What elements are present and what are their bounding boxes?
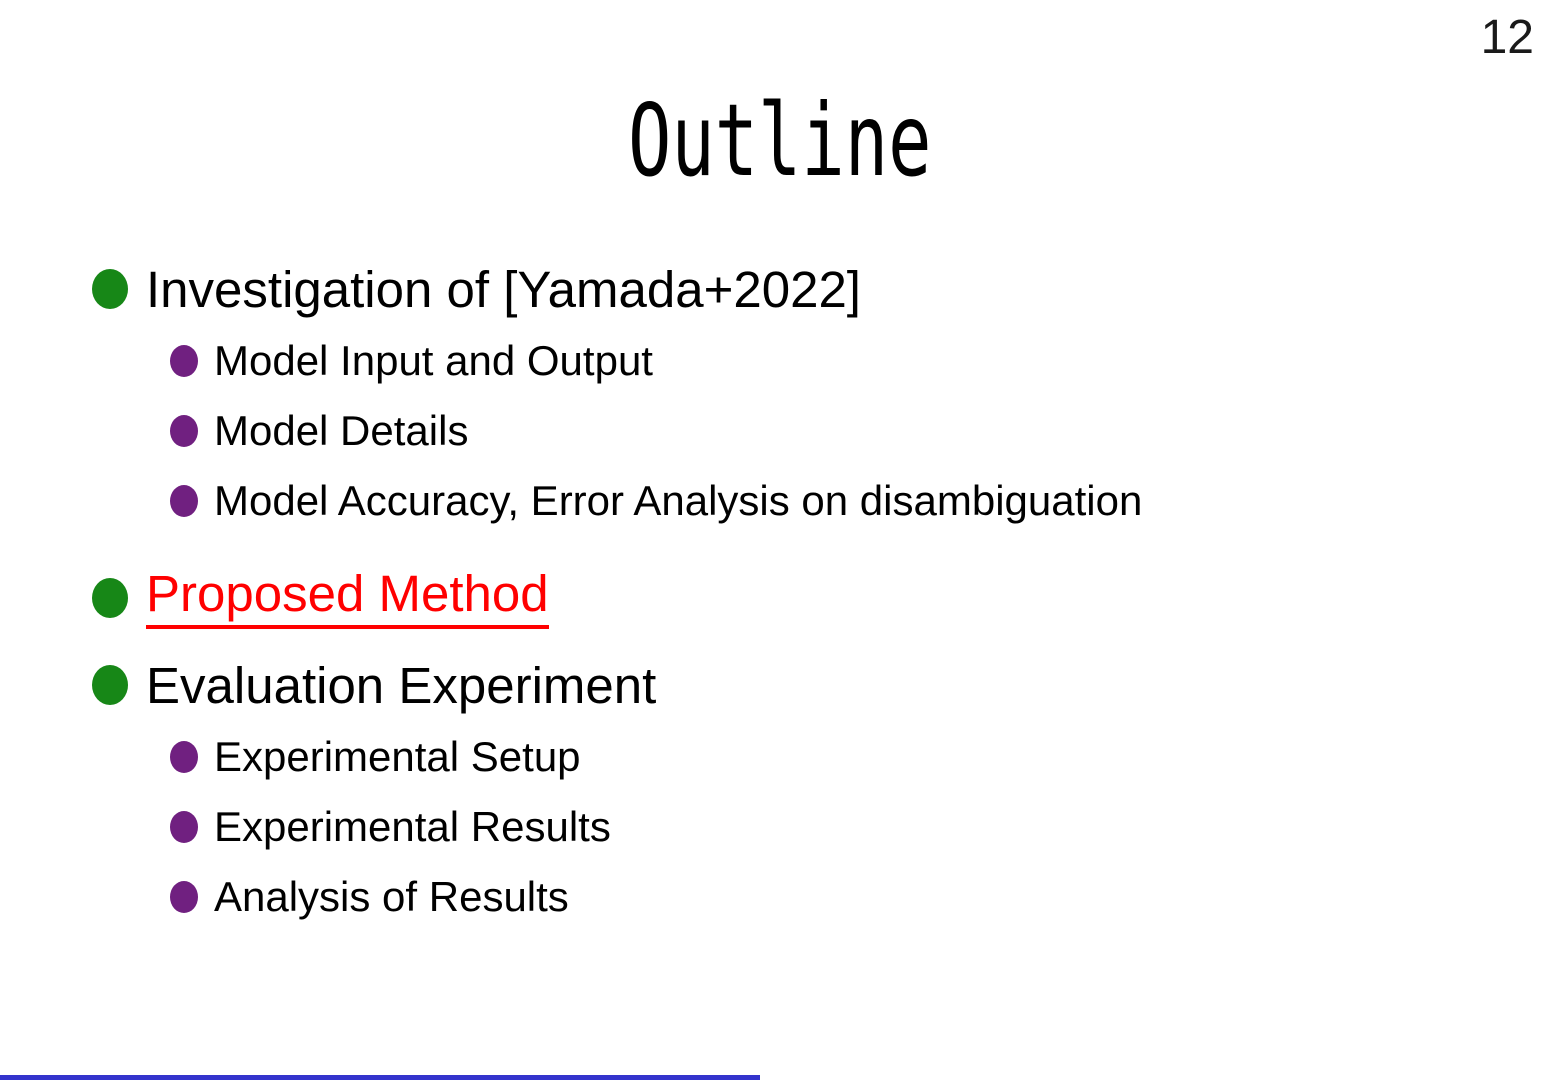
outline-item-proposed-method <box>92 562 1530 634</box>
outline-item-label: Model Details <box>214 407 469 454</box>
outline-subitem-model-accuracy <box>170 472 1530 530</box>
outline-item-label: Model Input and Output <box>214 337 653 384</box>
outline-subitem-analysis-of-results <box>170 868 1530 926</box>
bullet-icon <box>170 345 198 377</box>
outline-item-label: Analysis of Results <box>214 873 569 920</box>
outline-subitem-experimental-results <box>170 798 1530 856</box>
bullet-icon <box>170 881 198 913</box>
outline-item-label: Evaluation Experiment <box>146 656 657 714</box>
bullet-icon <box>92 578 128 618</box>
outline-item-evaluation-experiment <box>92 652 1530 718</box>
outline-item-label: Experimental Setup <box>214 733 581 780</box>
outline-item-label: Experimental Results <box>214 803 611 850</box>
outline-subitem-experimental-setup <box>170 728 1530 786</box>
bullet-icon <box>170 741 198 773</box>
bullet-icon <box>170 415 198 447</box>
bullet-icon <box>92 665 128 705</box>
outline-list <box>92 256 1530 926</box>
bullet-icon <box>170 811 198 843</box>
outline-item-label: Investigation of [Yamada+2022] <box>146 260 861 318</box>
page-number: 12 <box>1480 11 1534 64</box>
bottom-accent-bar <box>0 1075 760 1080</box>
title-container <box>0 82 1560 199</box>
outline-subitem-model-details <box>170 402 1530 460</box>
slide-title: Outline <box>628 82 932 199</box>
outline-item-label-highlighted: Proposed Method <box>146 567 549 629</box>
outline-item-investigation <box>92 256 1530 322</box>
bullet-icon <box>92 269 128 309</box>
outline-subitem-model-input-output <box>170 332 1530 390</box>
outline-item-label: Model Accuracy, Error Analysis on disambiguation <box>214 477 1143 524</box>
bullet-icon <box>170 485 198 517</box>
